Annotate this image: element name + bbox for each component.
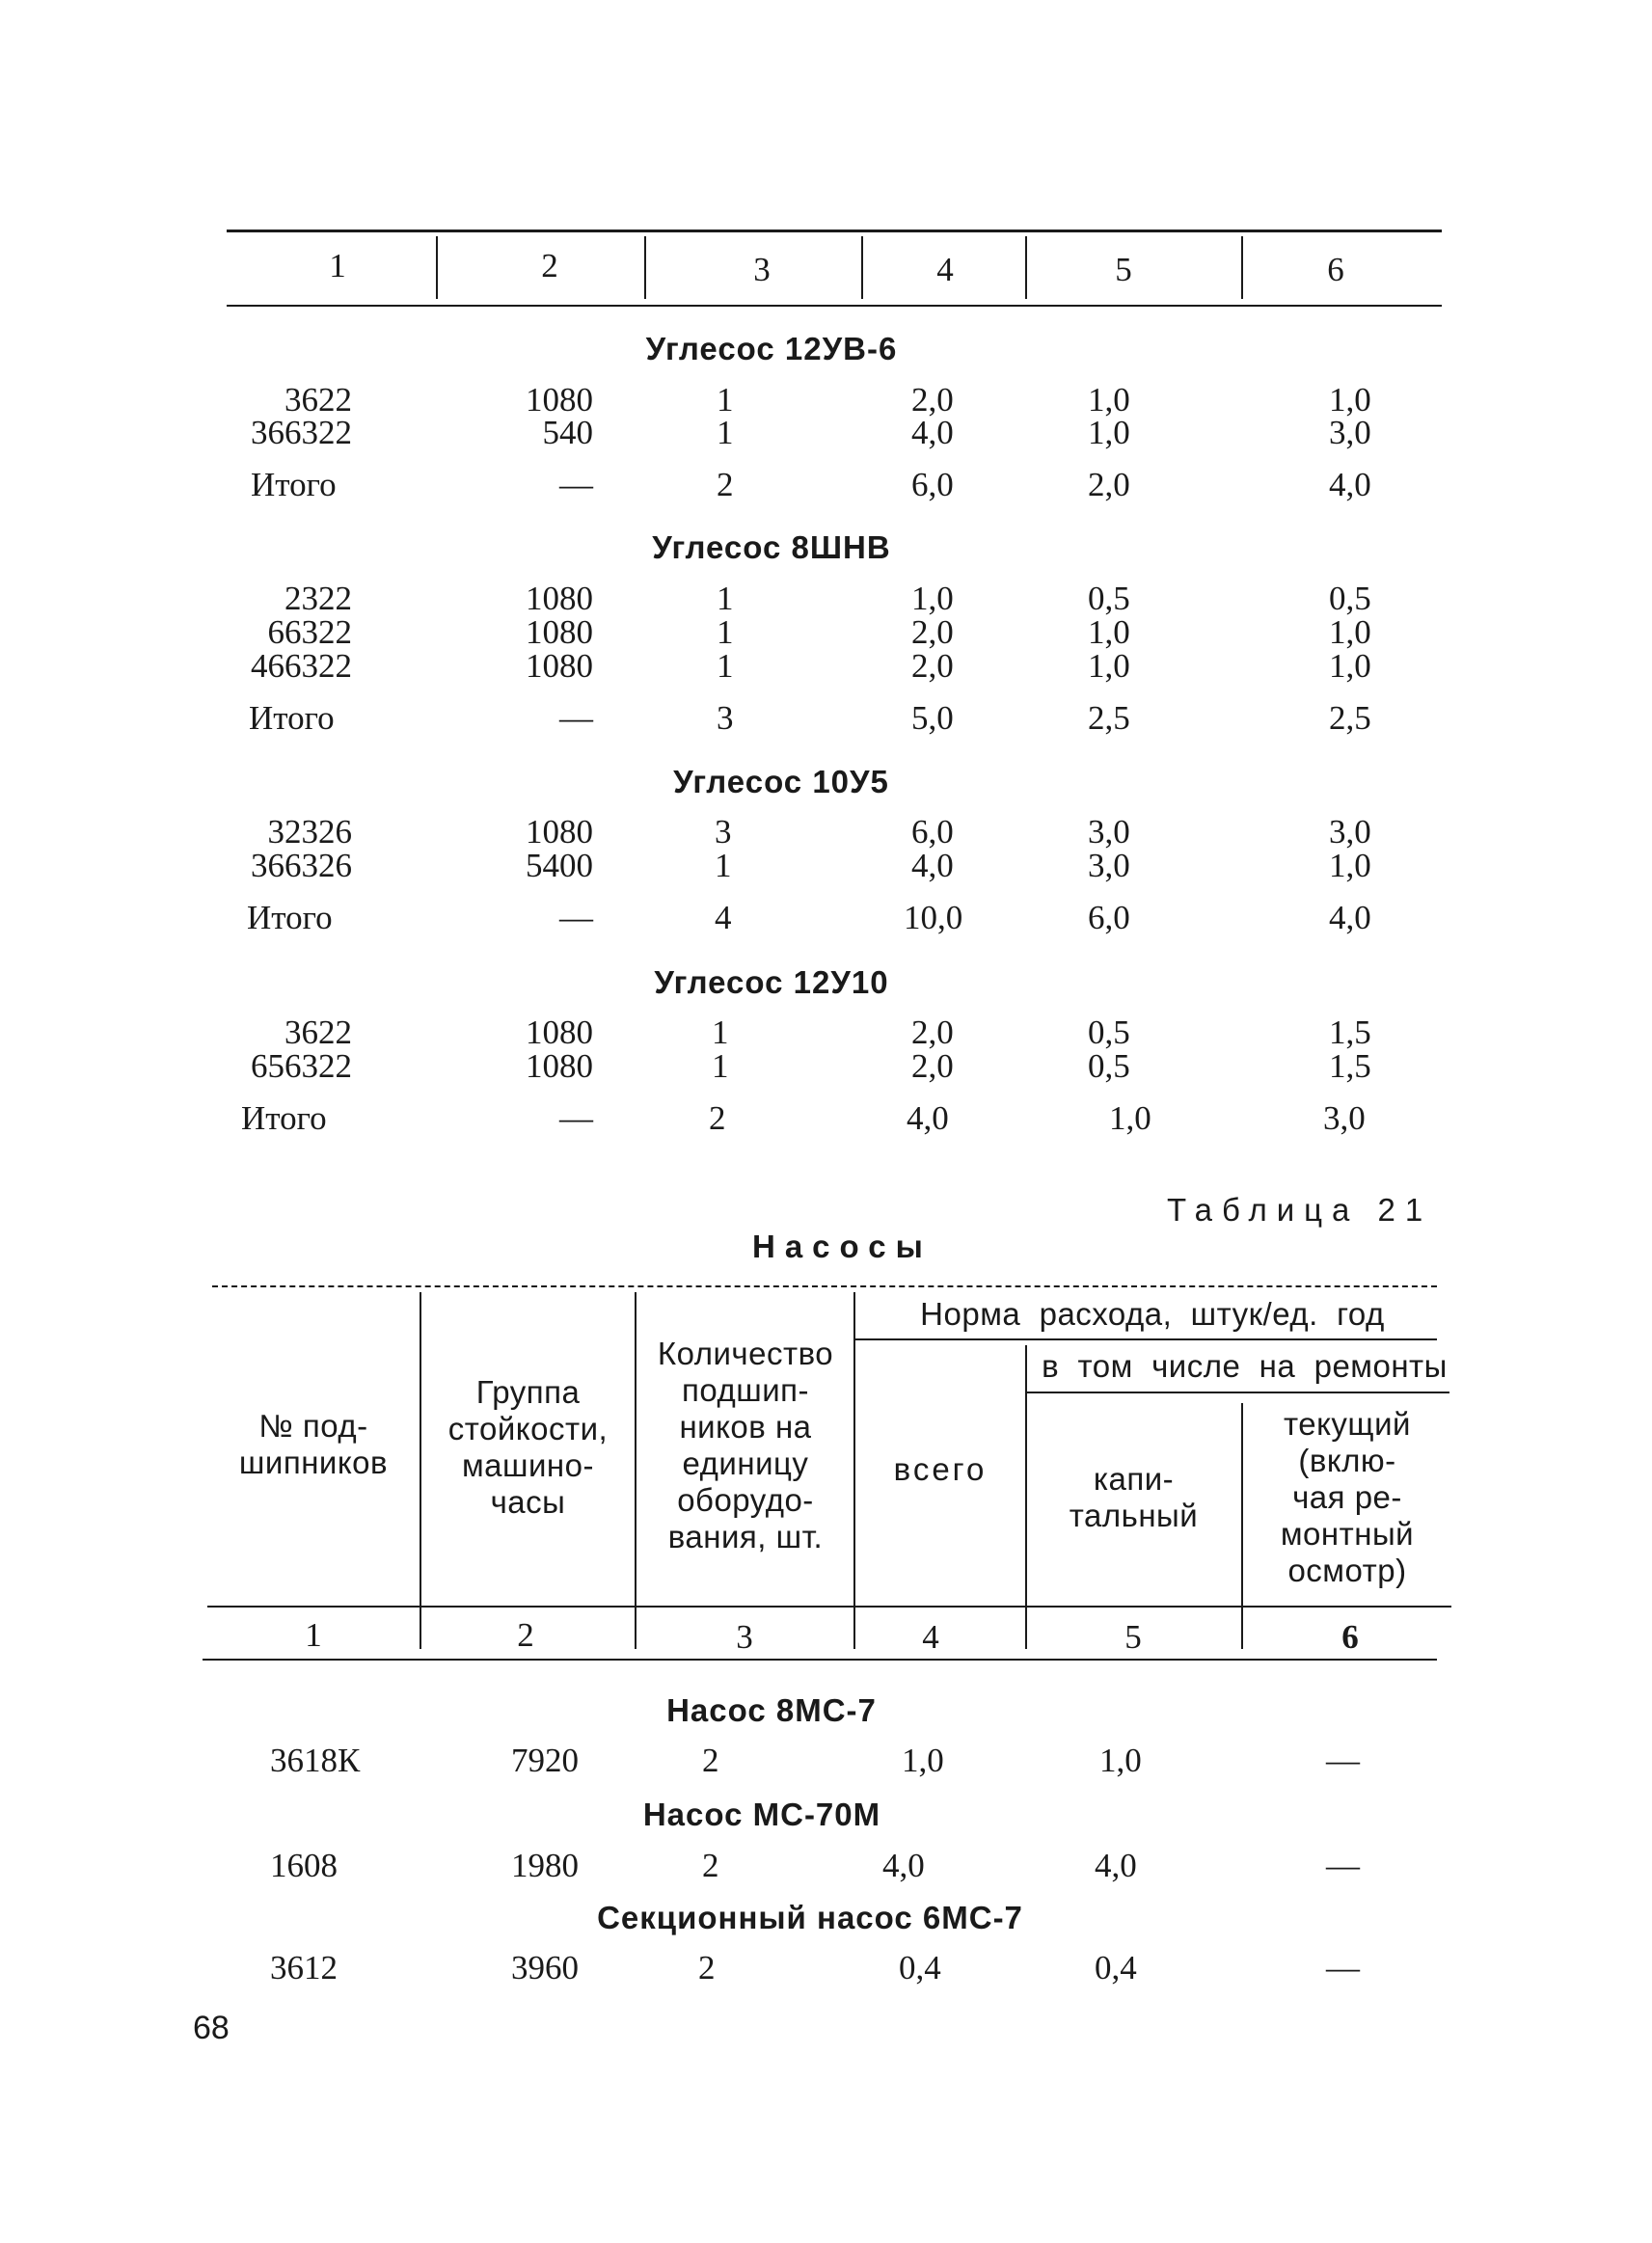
header-including-repairs: в том числе на ремонты (1042, 1348, 1448, 1384)
top-col-number-2: 2 (541, 247, 558, 284)
t21-col-number-5: 5 (1124, 1618, 1142, 1656)
t21-col-number-6: 6 (1341, 1618, 1359, 1656)
t21-col-divider-3 (853, 1292, 855, 1649)
top-table-rule-top (227, 230, 1442, 232)
t21-rule-header-bottom (207, 1606, 1451, 1608)
group-title-10u5: Углесос 10У5 (673, 764, 889, 799)
group-title-12u10: Углесос 12У10 (654, 964, 889, 1000)
top-col-divider-4 (1025, 236, 1027, 299)
t21-col-divider-2 (635, 1292, 636, 1649)
t21-col-number-1: 1 (305, 1616, 322, 1654)
group-title-12uv6: Углесос 12УВ-6 (645, 331, 898, 366)
t21-col-number-3: 3 (736, 1618, 753, 1656)
group-title-8shnv: Углесос 8ШНВ (652, 529, 891, 565)
t21-rule-numbers-bottom (203, 1659, 1437, 1661)
t21-col-divider-1 (420, 1292, 421, 1649)
top-col-divider-1 (436, 236, 438, 299)
header-bearing-number: № под- шипников (238, 1408, 389, 1480)
header-consumption-norm: Норма расхода, штук/ед. год (920, 1296, 1385, 1332)
header-capital-repair: капи- тальный (1069, 1461, 1199, 1533)
top-col-divider-5 (1241, 236, 1243, 299)
table-label: Таблица 21 (1167, 1192, 1433, 1228)
top-table-rule-header (227, 305, 1442, 307)
group-title-8ms7: Насос 8МС-7 (666, 1692, 877, 1728)
header-durability-group: Группа стойкости, машино- часы (447, 1374, 609, 1520)
header-bearings-quantity: Количество подшип- ников на единицу оборудо- вания, шт. (657, 1336, 834, 1554)
header-current-repair: текущий (вклю- чая ре- монтный осмотр) (1280, 1406, 1415, 1588)
t21-col-number-4: 4 (922, 1618, 939, 1656)
group-title-ms70m: Насос МС-70М (642, 1797, 881, 1832)
top-col-divider-2 (644, 236, 646, 299)
top-col-divider-3 (861, 236, 863, 299)
t21-col-divider-5 (1241, 1403, 1243, 1649)
header-total: всего (893, 1451, 988, 1487)
page-number: 68 (193, 2010, 230, 2046)
t21-col-number-2: 2 (517, 1616, 534, 1654)
t21-rule-norm (853, 1338, 1437, 1340)
table-title: Насосы (752, 1229, 933, 1264)
top-col-number-5: 5 (1115, 251, 1132, 288)
t21-rule-incl (1025, 1392, 1449, 1393)
top-col-number-6: 6 (1327, 251, 1344, 288)
top-col-number-4: 4 (936, 251, 954, 288)
group-title-6ms7: Секционный насос 6МС-7 (597, 1900, 1023, 1935)
top-col-number-1: 1 (329, 247, 346, 284)
top-col-number-3: 3 (753, 251, 771, 288)
table21-rule-top (212, 1285, 1437, 1287)
